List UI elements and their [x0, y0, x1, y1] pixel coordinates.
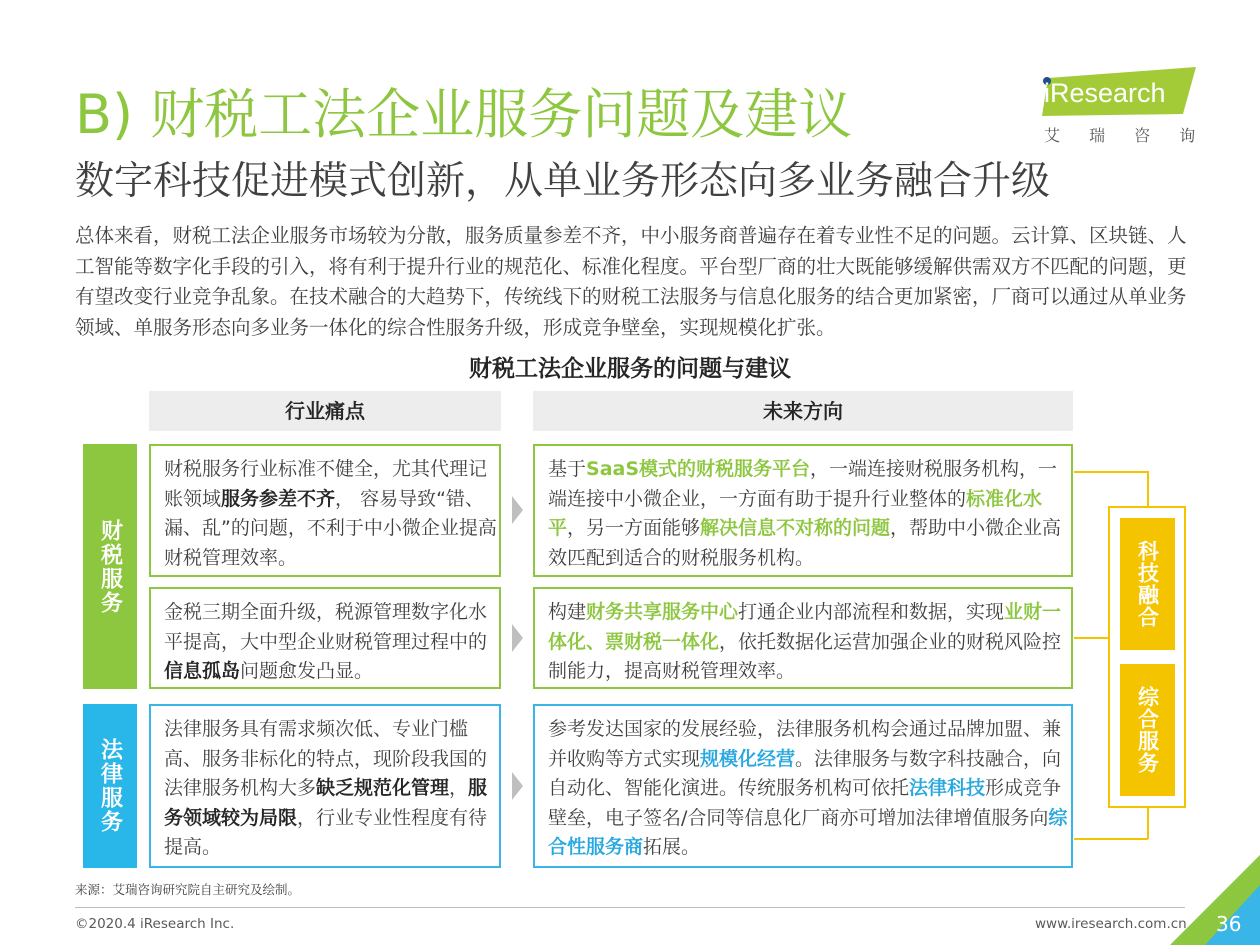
corner-decoration-icon [1160, 855, 1260, 945]
highlight-text: 财务共享服务中心 [586, 601, 739, 623]
chevron-right-icon [512, 496, 523, 524]
page-subtitle: 数字科技促进模式创新，从单业务形态向多业务融合升级 [75, 159, 1051, 204]
intro-paragraph: 总体来看，财税工法企业服务市场较为分散，服务质量参差不齐，中小服务商普遍存在着专业性不足的问题。云计算、区块链、人工智能等数字化手段的引入，将有利于提升行业的规范化、标准化程度。平台型厂商的壮大既能够缓解供需双方不匹配的问题，更有望改变行业竞争乱象。在技术融合的大趋势下，传统线下的财税工法服务与信息化服务的结合更加紧密，厂商可以通过从单业务领域、单服务形态向多业务一体化的综合性服务升级，形成竞争壁垒，实现规模化扩张。 [75, 224, 1187, 339]
pain-box-3 [149, 704, 501, 868]
body-text: ，帮助中小微企业高效匹配到适合的财税服务机构。 [548, 517, 1062, 569]
body-text: ，另一方面能够 [567, 517, 701, 539]
chevron-right-icon [512, 624, 523, 652]
pain-box-1 [149, 444, 501, 577]
logo-tagline: 艾 瑞 咨 询 [1044, 126, 1208, 145]
body-text: 打通企业内部流程和数据，实现 [738, 601, 1005, 623]
outcome-tech-integration: 科技融合 [1120, 518, 1175, 650]
body-text: 金税三期全面升级，税源管理数字化水平提高，大中型企业财税管理过程中的 [164, 601, 488, 653]
body-text: ，依托数据化运营加强企业的财税风险控制能力，提高财税管理效率。 [548, 630, 1062, 682]
connector-line [1147, 471, 1149, 507]
copyright: ©2020.4 iResearch Inc. [75, 916, 235, 932]
source-note: 来源：艾瑞咨询研究院自主研究及绘制。 [75, 882, 301, 897]
connector-line [1074, 471, 1148, 473]
group-label-tax: 财税服务 [83, 444, 137, 689]
pain-box-2 [149, 587, 501, 689]
future-box-1 [533, 444, 1073, 577]
body-text: 财税服务行业标准不健全，尤其代理记账领域 [164, 458, 488, 510]
footer-divider [75, 907, 1185, 908]
body-text: 。法律服务与数字科技融合，向自动化、智能化演进。传统服务机构可依托 [548, 747, 1062, 799]
highlight-text: 规模化经营 [700, 747, 796, 770]
chevron-right-icon [512, 772, 523, 800]
highlight-text: 解决信息不对称的问题 [700, 517, 891, 539]
header-future-direction: 未来方向 [533, 391, 1073, 431]
website-url: www.iresearch.com.cn [1035, 916, 1187, 932]
body-text: 构建 [548, 601, 587, 623]
highlight-text: 业财一体化、票财税一体化 [548, 601, 1062, 653]
page-number: 36 [1216, 912, 1242, 936]
body-text: 问题愈发凸显。 [240, 660, 374, 682]
highlight-text: 法律科技 [909, 777, 986, 799]
connector-line [1074, 838, 1148, 840]
body-text: 形成竞争壁垒，电子签名/合同等信息化厂商亦可增加法律增值服务向 [548, 777, 1062, 829]
highlight-text: 服务领域较为局限 [164, 777, 488, 829]
body-text: 法律服务具有需求频次低、专业门槛高、服务非标化的特点，现阶段我国的法律服务机构大多 [164, 718, 488, 799]
highlight-text: 缺乏规范化管理 [316, 777, 450, 799]
body-text: ，一端连接财税服务机构，一端连接中小微企业，一方面有助于提升行业整体的 [548, 458, 1058, 510]
outcome-integrated-service: 综合服务 [1120, 664, 1175, 796]
highlight-text: 服务参差不齐 [221, 487, 336, 510]
highlight-text: SaaS模式的财税服务平台 [586, 458, 811, 480]
future-box-2 [533, 587, 1073, 689]
iresearch-logo [1040, 64, 1208, 145]
header-pain-points: 行业痛点 [149, 391, 501, 431]
body-text: ， [449, 777, 469, 799]
body-text: 拓展。 [643, 836, 701, 858]
logo-brand: iResearch [1044, 78, 1166, 108]
body-text: ，行业专业性程度有待提高。 [164, 806, 488, 858]
group-label-law: 法律服务 [83, 704, 137, 868]
connector-line [1147, 808, 1149, 839]
connector-line [1074, 637, 1109, 639]
page-title: B) 财税工法企业服务问题及建议 [75, 83, 853, 146]
highlight-text: 信息孤岛 [164, 660, 241, 682]
diagram-title: 财税工法企业服务的问题与建议 [469, 356, 791, 382]
highlight-text: 综合性服务商 [548, 806, 1068, 858]
body-text: 参考发达国家的发展经验，法律服务机构会通过品牌加盟、兼并收购等方式实现 [548, 718, 1062, 770]
future-box-3 [533, 704, 1073, 868]
body-text: 基于 [548, 458, 587, 480]
body-text: ， 容易导致“错、漏、乱”的问题，不利于中小微企业提高财税管理效率。 [164, 487, 497, 569]
highlight-text: 标准化水平 [548, 487, 1043, 539]
